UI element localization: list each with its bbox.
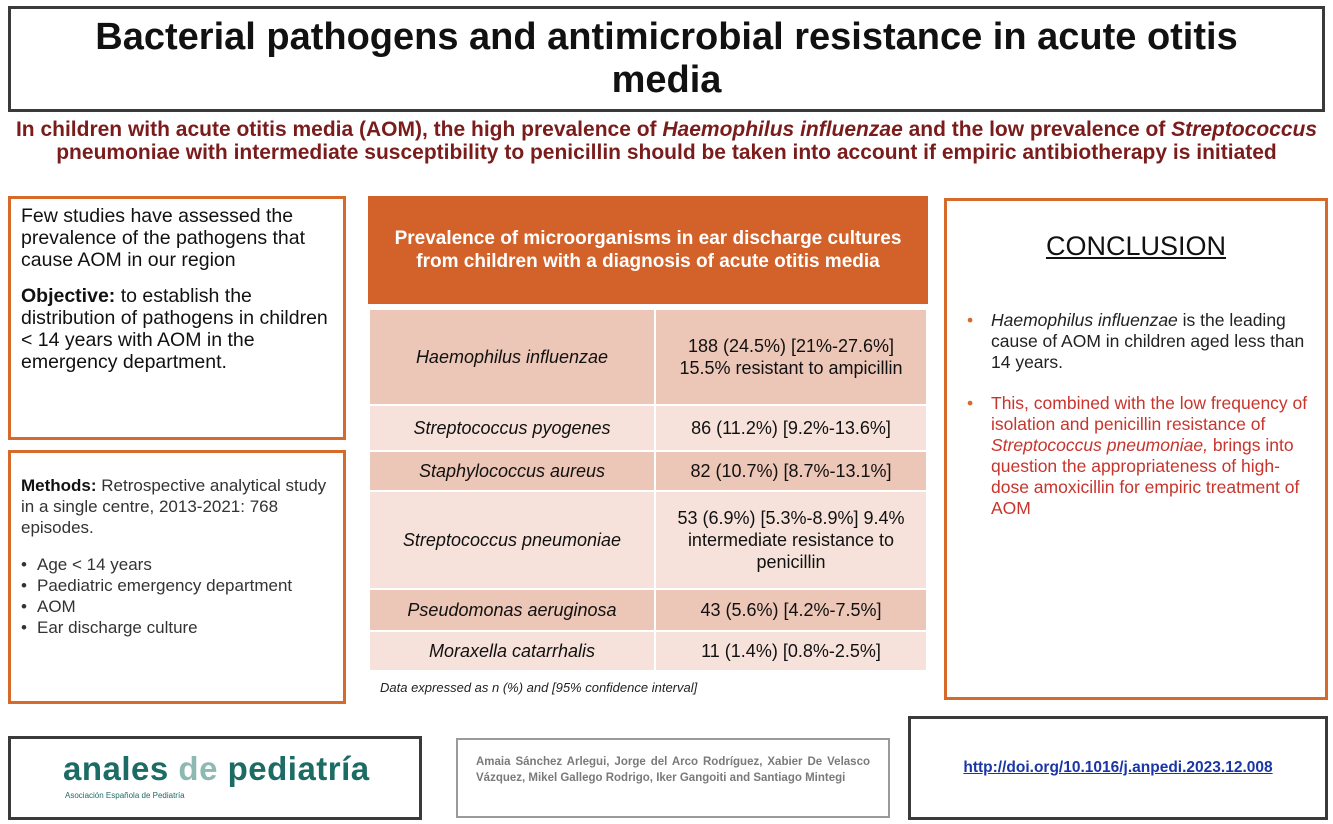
title-box <box>8 6 1325 112</box>
intro-text: Few studies have assessed the prevalence of the pathogens that cause AOM in our region <box>21 205 306 271</box>
methods-paragraph <box>21 475 333 538</box>
conclusion-point-2-text-1: This, combined with the low frequency of isolation and penicillin resistance of <box>991 393 1308 434</box>
organism-cell: Streptococcus pneumoniae <box>369 491 655 589</box>
prevalence-table <box>368 308 928 672</box>
doi-box <box>908 716 1328 820</box>
conclusion-point-2-italic: Streptococcus pneumoniae, <box>991 435 1208 455</box>
value-cell: 53 (6.9%) [5.3%-8.9%] 9.4% intermediate resistance to penicillin <box>655 491 927 589</box>
organism-cell: Streptococcus pyogenes <box>369 405 655 451</box>
methods-label: Methods: <box>21 476 97 495</box>
journal-logo-box <box>8 736 422 820</box>
key-message-text-2: and the low prevalence of <box>902 118 1172 141</box>
value-cell: 188 (24.5%) [21%-27.6%] 15.5% resistant to ampicillin <box>655 309 927 405</box>
value-cell: 43 (5.6%) [4.2%-7.5%] <box>655 589 927 631</box>
key-message-italic-2: Streptococcus <box>1171 118 1318 141</box>
conclusion-point-1-text: is the leading cause of AOM in children aged less than 14 years. <box>991 310 1305 372</box>
journal-logo <box>63 751 419 787</box>
objective-paragraph <box>21 285 333 373</box>
organism-cell: Haemophilus influenzae <box>369 309 655 405</box>
objective-text: to establish the distribution of pathogens in children < 14 years with AOM in the emergency department. <box>21 285 328 373</box>
table-row <box>369 491 927 589</box>
conclusion-point-1 <box>961 310 1311 373</box>
authors-box: Amaia Sánchez Arlegui, Jorge del Arco Rodríguez, Xabier De Velasco Vázquez, Mikel Gallego Rodrigo, Iker Gangoiti and Santiago Mintegi <box>456 738 890 818</box>
conclusion-point-2-text-2: brings into question the appropriateness of high-dose amoxicillin for empiric treatment of AOM <box>991 435 1300 518</box>
organism-cell: Pseudomonas aeruginosa <box>369 589 655 631</box>
conclusion-box <box>944 198 1328 700</box>
conclusion-heading: CONCLUSION <box>1045 231 1227 261</box>
value-cell: 82 (10.7%) [8.7%-13.1%] <box>655 451 927 491</box>
table-row <box>369 309 927 405</box>
organism-cell: Staphylococcus aureus <box>369 451 655 491</box>
key-message <box>8 118 1325 164</box>
logo-word-pediatria: pediatría <box>217 750 370 787</box>
key-message-text-3: pneumoniae with intermediate susceptibility to penicillin should be taken into account if empiric antibiotherapy is initiated <box>56 141 1277 164</box>
organism-cell: Moraxella catarrhalis <box>369 631 655 671</box>
objective-label: Objective: <box>21 285 116 307</box>
conclusion-point-2 <box>961 393 1311 519</box>
logo-subtitle: Asociación Española de Pediatría <box>65 791 185 800</box>
table-row <box>369 451 927 491</box>
key-message-text-1: In children with acute otitis media (AOM), the high prevalence of <box>15 118 663 141</box>
key-message-italic-1: Haemophilus influenzae <box>662 118 903 141</box>
methods-list-item: • Paediatric emergency department <box>21 575 333 596</box>
intro-box <box>8 196 346 440</box>
table-footnote: Data expressed as n (%) and [95% confidence interval] <box>380 680 698 695</box>
methods-text: Retrospective analytical study in a single centre, 2013-2021: 768 episodes. <box>21 476 327 537</box>
methods-list-item: • Ear discharge culture <box>21 617 333 638</box>
table-row <box>369 405 927 451</box>
prevalence-table-section <box>368 196 928 695</box>
logo-word-anales: anales <box>63 750 179 787</box>
logo-word-de: de <box>178 750 218 787</box>
conclusion-list <box>961 310 1311 519</box>
value-cell: 11 (1.4%) [0.8%-2.5%] <box>655 631 927 671</box>
poster-title: Bacterial pathogens and antimicrobial resistance in acute otitis media <box>95 16 1238 101</box>
value-cell: 86 (11.2%) [9.2%-13.6%] <box>655 405 927 451</box>
conclusion-point-1-italic: Haemophilus influenzae <box>991 310 1178 330</box>
table-row <box>369 589 927 631</box>
doi-link[interactable]: http://doi.org/10.1016/j.anpedi.2023.12.008 <box>963 759 1273 776</box>
methods-box <box>8 450 346 704</box>
methods-list-item: • Age < 14 years <box>21 554 333 575</box>
methods-list-item: • AOM <box>21 596 333 617</box>
table-heading: Prevalence of microorganisms in ear discharge cultures from children with a diagnosis of acute otitis media <box>368 196 928 304</box>
methods-list <box>21 554 333 638</box>
table-row <box>369 631 927 671</box>
